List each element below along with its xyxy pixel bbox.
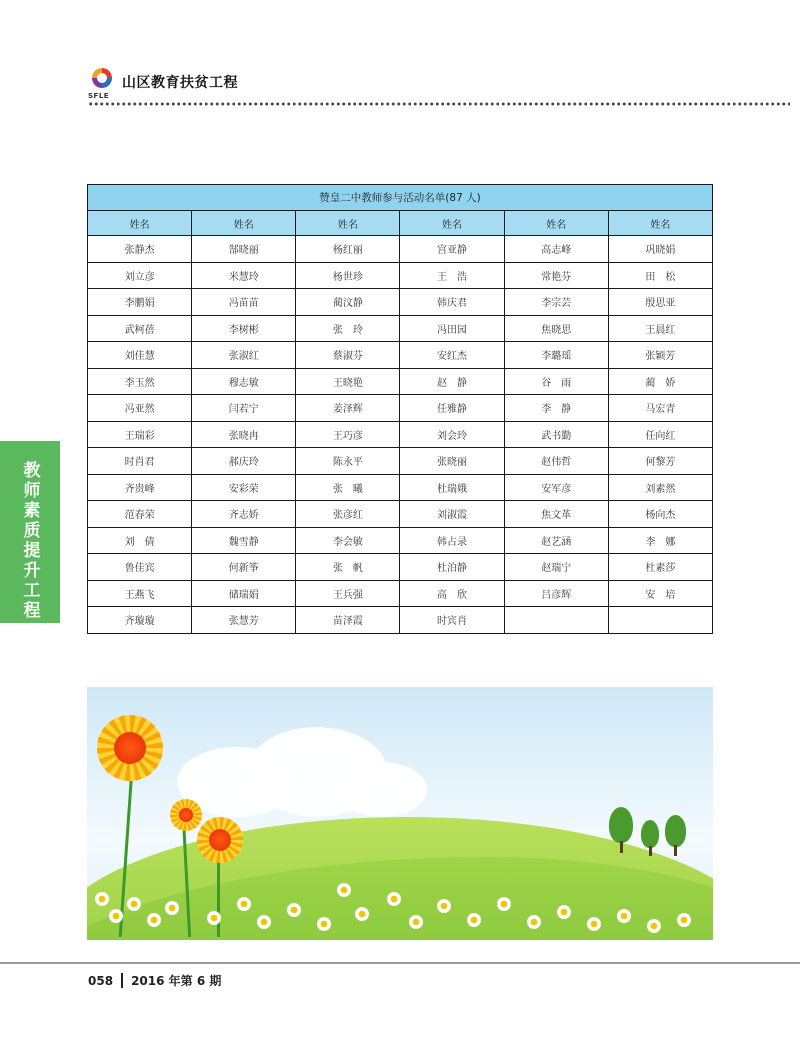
table-row — [88, 315, 713, 342]
name-cell: 姜泽辉 — [296, 395, 400, 422]
footer-rule — [0, 962, 800, 964]
name-cell: 赵瑞宁 — [504, 554, 608, 581]
name-cell: 安 培 — [608, 580, 712, 607]
name-cell: 刘素然 — [608, 474, 712, 501]
name-cell: 苗泽霞 — [296, 607, 400, 634]
name-cell: 任向红 — [608, 421, 712, 448]
name-cell: 齐志娇 — [192, 501, 296, 528]
table-row — [88, 395, 713, 422]
name-cell: 赵伟哲 — [504, 448, 608, 475]
name-cell: 冯苗苗 — [192, 289, 296, 316]
name-cell: 焦晓思 — [504, 315, 608, 342]
name-cell: 陈永平 — [296, 448, 400, 475]
sfle-logo-icon — [88, 66, 118, 98]
name-cell: 刘立彦 — [88, 262, 192, 289]
name-cell: 杜素莎 — [608, 554, 712, 581]
daisy-icon — [109, 909, 123, 923]
name-cell: 李 静 — [504, 395, 608, 422]
name-cell: 赵艺涵 — [504, 527, 608, 554]
table-row — [88, 421, 713, 448]
name-cell: 何黎芳 — [608, 448, 712, 475]
daisy-icon — [467, 913, 481, 927]
daisy-icon — [287, 903, 301, 917]
page-footer — [88, 972, 221, 989]
daisy-icon — [165, 901, 179, 915]
name-cell: 张淑红 — [192, 342, 296, 369]
name-cell: 郜晓丽 — [192, 236, 296, 263]
name-cell: 李璐瑶 — [504, 342, 608, 369]
column-header: 姓名 — [608, 211, 712, 236]
name-cell: 王晨红 — [608, 315, 712, 342]
name-cell: 米慧玲 — [192, 262, 296, 289]
sunflower-center — [209, 829, 231, 851]
daisy-icon — [497, 897, 511, 911]
column-header: 姓名 — [296, 211, 400, 236]
daisy-icon — [587, 917, 601, 931]
table-row — [88, 554, 713, 581]
name-cell: 何新筝 — [192, 554, 296, 581]
column-header: 姓名 — [88, 211, 192, 236]
issue-label: 2016 年第 6 期 — [131, 974, 222, 988]
name-cell: 焦文革 — [504, 501, 608, 528]
table-row — [88, 527, 713, 554]
name-cell: 韩庆君 — [400, 289, 504, 316]
sunflower-center — [114, 732, 146, 764]
table-row — [88, 580, 713, 607]
footer-separator — [121, 973, 123, 988]
column-header: 姓名 — [400, 211, 504, 236]
name-cell: 张 帆 — [296, 554, 400, 581]
daisy-icon — [237, 897, 251, 911]
name-cell: 杨红丽 — [296, 236, 400, 263]
daisy-icon — [409, 915, 423, 929]
name-cell: 马宏青 — [608, 395, 712, 422]
table-title: 赞皇二中教师参与活动名单(87 人) — [88, 185, 713, 211]
section-label: 教师素质提升工程 — [19, 461, 40, 621]
name-cell: 刘佳慧 — [88, 342, 192, 369]
name-cell — [608, 607, 712, 634]
name-cell: 高志峰 — [504, 236, 608, 263]
name-cell: 高 欣 — [400, 580, 504, 607]
name-cell: 李树彬 — [192, 315, 296, 342]
name-cell: 赵 静 — [400, 368, 504, 395]
section-side-tab — [0, 441, 60, 623]
name-cell: 张颖芳 — [608, 342, 712, 369]
logo-text: SFLE — [88, 92, 110, 100]
name-cell: 范春荣 — [88, 501, 192, 528]
name-cell: 郝庆玲 — [192, 448, 296, 475]
name-cell: 王 浩 — [400, 262, 504, 289]
name-cell: 穆志敏 — [192, 368, 296, 395]
name-cell: 冯亚然 — [88, 395, 192, 422]
column-header: 姓名 — [504, 211, 608, 236]
magazine-header — [88, 66, 238, 98]
table-row — [88, 236, 713, 263]
name-cell: 时宾肖 — [400, 607, 504, 634]
name-cell: 储瑞娟 — [192, 580, 296, 607]
name-cell: 时肖君 — [88, 448, 192, 475]
daisy-icon — [95, 892, 109, 906]
name-cell: 张慧芳 — [192, 607, 296, 634]
name-cell: 李鹏娟 — [88, 289, 192, 316]
name-cell: 鲁佳宾 — [88, 554, 192, 581]
name-cell: 殷思亚 — [608, 289, 712, 316]
name-cell: 张晓丽 — [400, 448, 504, 475]
name-cell: 吕彦辉 — [504, 580, 608, 607]
name-cell: 武书勤 — [504, 421, 608, 448]
name-cell: 刘 倩 — [88, 527, 192, 554]
name-cell: 冯田园 — [400, 315, 504, 342]
name-cell: 李会敏 — [296, 527, 400, 554]
table-row — [88, 368, 713, 395]
name-cell: 李宗芸 — [504, 289, 608, 316]
name-cell: 巩晓娟 — [608, 236, 712, 263]
table-row — [88, 607, 713, 634]
name-cell: 刘会玲 — [400, 421, 504, 448]
name-cell: 田 松 — [608, 262, 712, 289]
table-title-row — [88, 185, 713, 211]
daisy-icon — [207, 911, 221, 925]
name-cell: 安彩荣 — [192, 474, 296, 501]
cloud — [337, 762, 427, 817]
name-cell: 蔺 娇 — [608, 368, 712, 395]
name-cell: 韩占录 — [400, 527, 504, 554]
name-cell: 刘淑霞 — [400, 501, 504, 528]
table-header-row — [88, 211, 713, 236]
name-cell: 杜瑞娥 — [400, 474, 504, 501]
daisy-icon — [355, 907, 369, 921]
table-row — [88, 262, 713, 289]
name-cell: 李 娜 — [608, 527, 712, 554]
name-cell: 杨世珍 — [296, 262, 400, 289]
name-cell: 宫亚静 — [400, 236, 504, 263]
name-cell: 常艳芬 — [504, 262, 608, 289]
name-cell: 张 玲 — [296, 315, 400, 342]
table-row — [88, 448, 713, 475]
table-row — [88, 474, 713, 501]
name-cell: 齐璇璇 — [88, 607, 192, 634]
name-cell: 张静杰 — [88, 236, 192, 263]
name-cell: 谷 雨 — [504, 368, 608, 395]
brand-title: 山区教育扶贫工程 — [122, 75, 238, 91]
name-cell: 王巧彦 — [296, 421, 400, 448]
daisy-icon — [437, 899, 451, 913]
name-cell: 齐贵峰 — [88, 474, 192, 501]
name-cell: 王晓艳 — [296, 368, 400, 395]
daisy-icon — [527, 915, 541, 929]
daisy-icon — [677, 913, 691, 927]
table-row — [88, 342, 713, 369]
daisy-icon — [257, 915, 271, 929]
table-body — [88, 236, 713, 634]
dotted-divider — [88, 101, 790, 107]
name-cell: 魏雪静 — [192, 527, 296, 554]
daisy-icon — [617, 909, 631, 923]
daisy-icon — [147, 913, 161, 927]
name-cell: 蔺汶静 — [296, 289, 400, 316]
table-row — [88, 289, 713, 316]
name-cell: 闫若宁 — [192, 395, 296, 422]
name-cell: 安军彦 — [504, 474, 608, 501]
name-cell: 王燕飞 — [88, 580, 192, 607]
teacher-roster-table — [87, 184, 713, 634]
daisy-icon — [557, 905, 571, 919]
name-cell: 杨向杰 — [608, 501, 712, 528]
name-cell: 杜泊静 — [400, 554, 504, 581]
table-row — [88, 501, 713, 528]
sunflower-center — [179, 808, 193, 822]
daisy-icon — [387, 892, 401, 906]
page-number: 058 — [88, 973, 114, 988]
name-cell: 李玉然 — [88, 368, 192, 395]
name-cell: 张彦红 — [296, 501, 400, 528]
name-cell: 任雅静 — [400, 395, 504, 422]
meadow-illustration — [87, 687, 713, 940]
column-header: 姓名 — [192, 211, 296, 236]
daisy-icon — [127, 897, 141, 911]
daisy-icon — [337, 883, 351, 897]
name-cell: 张晓冉 — [192, 421, 296, 448]
name-cell: 王兵强 — [296, 580, 400, 607]
name-cell — [504, 607, 608, 634]
name-cell: 蔡淑芬 — [296, 342, 400, 369]
name-cell: 安红杰 — [400, 342, 504, 369]
daisy-icon — [647, 919, 661, 933]
daisy-icon — [317, 917, 331, 931]
name-cell: 张 曦 — [296, 474, 400, 501]
name-cell: 王瑞彩 — [88, 421, 192, 448]
name-cell: 武柯蓓 — [88, 315, 192, 342]
